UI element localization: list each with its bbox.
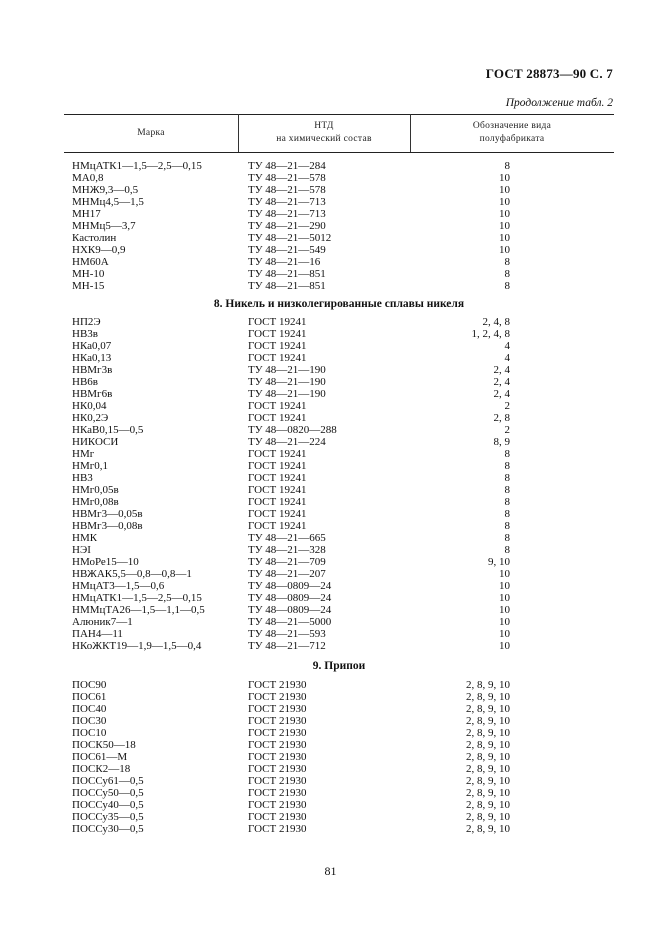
table-row: [64, 412, 614, 424]
cell-form: 2, 4: [493, 388, 510, 400]
cell-mark: ПОССу30—0,5: [72, 823, 144, 835]
cell-mark: НВМг6в: [72, 388, 113, 400]
table-row: [64, 268, 614, 280]
group1-rows: [64, 160, 614, 292]
cell-form: 2, 4: [493, 364, 510, 376]
cell-ntd: ГОСТ 21930: [248, 799, 307, 811]
cell-form: 2, 8, 9, 10: [466, 799, 510, 811]
cell-ntd: ГОСТ 19241: [248, 352, 307, 364]
cell-mark: МА0,8: [72, 172, 104, 184]
table-row: [64, 715, 614, 727]
cell-form: 4: [504, 352, 510, 364]
cell-ntd: ГОСТ 19241: [248, 484, 307, 496]
cell-mark: НМцАТК1—1,5—2,5—0,15: [72, 592, 202, 604]
cell-form: 2, 8, 9, 10: [466, 703, 510, 715]
cell-mark: МН17: [72, 208, 101, 220]
cell-form: 8: [504, 280, 510, 292]
section8-rows: [64, 316, 614, 652]
table-row: [64, 340, 614, 352]
table-row: [64, 640, 614, 652]
cell-mark: НК0,04: [72, 400, 107, 412]
cell-ntd: ТУ 48—21—593: [248, 628, 326, 640]
cell-mark: НЭI: [72, 544, 91, 556]
cell-ntd: ТУ 48—21—578: [248, 172, 326, 184]
cell-mark: НМг0,08в: [72, 496, 119, 508]
cell-ntd: ГОСТ 21930: [248, 763, 307, 775]
cell-form: 10: [499, 220, 510, 232]
cell-form: 8: [504, 532, 510, 544]
section9-rows: [64, 679, 614, 835]
cell-form: 10: [499, 208, 510, 220]
cell-ntd: ТУ 48—21—578: [248, 184, 326, 196]
cell-form: 2, 8, 9, 10: [466, 715, 510, 727]
column-header-ntd-line2: на химический состав: [276, 134, 372, 144]
cell-ntd: ТУ 48—21—190: [248, 364, 326, 376]
cell-ntd: ГОСТ 19241: [248, 316, 307, 328]
cell-mark: Алюник7—1: [72, 616, 133, 628]
cell-ntd: ТУ 48—21—190: [248, 376, 326, 388]
cell-ntd: ТУ 48—21—5000: [248, 616, 332, 628]
cell-mark: ПАН4—11: [72, 628, 123, 640]
cell-form: 2, 8, 9, 10: [466, 787, 510, 799]
cell-ntd: ТУ 48—21—290: [248, 220, 326, 232]
table-row: [64, 580, 614, 592]
cell-mark: ПОССу50—0,5: [72, 787, 144, 799]
cell-ntd: ГОСТ 19241: [248, 328, 307, 340]
cell-ntd: ГОСТ 21930: [248, 823, 307, 835]
table-row: [64, 364, 614, 376]
cell-ntd: ТУ 48—21—284: [248, 160, 326, 172]
cell-mark: ПОСК2—18: [72, 763, 131, 775]
table-row: [64, 388, 614, 400]
cell-mark: Кастолин: [72, 232, 117, 244]
cell-mark: НВМг3—0,05в: [72, 508, 143, 520]
cell-mark: ПОС10: [72, 727, 107, 739]
table-row: [64, 376, 614, 388]
cell-form: 10: [499, 232, 510, 244]
cell-ntd: ТУ 48—21—207: [248, 568, 326, 580]
cell-form: 8: [504, 448, 510, 460]
table-row: [64, 775, 614, 787]
cell-ntd: ТУ 48—21—549: [248, 244, 326, 256]
cell-ntd: ГОСТ 19241: [248, 472, 307, 484]
table-row: [64, 232, 614, 244]
cell-ntd: ГОСТ 21930: [248, 775, 307, 787]
table-row: [64, 787, 614, 799]
column-header-form-line1: Обозначение вида: [472, 121, 552, 131]
cell-form: 10: [499, 604, 510, 616]
table-row: [64, 568, 614, 580]
document-reference: ГОСТ 28873—90 С. 7: [485, 66, 613, 81]
table-header-rule: [64, 152, 614, 153]
cell-ntd: ГОСТ 21930: [248, 811, 307, 823]
table-row: [64, 448, 614, 460]
cell-mark: НМцАТ3—1,5—0,6: [72, 580, 165, 592]
cell-ntd: ГОСТ 21930: [248, 751, 307, 763]
cell-ntd: ТУ 48—0809—24: [248, 580, 332, 592]
cell-mark: ПОССу40—0,5: [72, 799, 144, 811]
cell-form: 10: [499, 640, 510, 652]
cell-mark: НВ3в: [72, 328, 98, 340]
cell-mark: МН-15: [72, 280, 105, 292]
column-header-form: [410, 120, 614, 146]
cell-mark: НКа0,07: [72, 340, 112, 352]
cell-form: 8: [504, 520, 510, 532]
table-row: [64, 436, 614, 448]
cell-ntd: ТУ 48—0809—24: [248, 592, 332, 604]
cell-ntd: ТУ 48—21—713: [248, 196, 326, 208]
cell-mark: НМг0,1: [72, 460, 108, 472]
cell-mark: НМК: [72, 532, 98, 544]
cell-ntd: ГОСТ 21930: [248, 691, 307, 703]
cell-mark: ПОС30: [72, 715, 107, 727]
cell-ntd: ГОСТ 21930: [248, 679, 307, 691]
cell-form: 2, 8: [493, 412, 510, 424]
cell-ntd: ТУ 48—21—328: [248, 544, 326, 556]
table-row: [64, 823, 614, 835]
column-header-form-line2: полуфабриката: [479, 134, 545, 144]
table-row: [64, 160, 614, 172]
cell-mark: ПОС61—М: [72, 751, 128, 763]
cell-ntd: ГОСТ 21930: [248, 727, 307, 739]
cell-ntd: ГОСТ 19241: [248, 412, 307, 424]
section9-title: 9. Припои: [312, 660, 366, 672]
table-row: [64, 220, 614, 232]
cell-form: 10: [499, 616, 510, 628]
table-continuation-label: Продолжение табл. 2: [505, 97, 613, 109]
table-row: [64, 592, 614, 604]
cell-mark: НМг0,05в: [72, 484, 119, 496]
table-row: [64, 472, 614, 484]
cell-form: 8, 9: [493, 436, 510, 448]
cell-ntd: ТУ 48—21—712: [248, 640, 326, 652]
table-row: [64, 604, 614, 616]
cell-mark: ПОС40: [72, 703, 107, 715]
cell-ntd: ГОСТ 21930: [248, 739, 307, 751]
cell-ntd: ТУ 48—21—851: [248, 268, 326, 280]
cell-mark: НВ3: [72, 472, 93, 484]
table-row: [64, 811, 614, 823]
section8-title: 8. Никель и низколегированные сплавы никеля: [213, 298, 465, 310]
cell-ntd: ТУ 48—21—851: [248, 280, 326, 292]
cell-form: 2, 4: [493, 376, 510, 388]
cell-form: 10: [499, 628, 510, 640]
table-row: [64, 556, 614, 568]
cell-ntd: ТУ 48—0820—288: [248, 424, 337, 436]
cell-form: 8: [504, 484, 510, 496]
table-row: [64, 679, 614, 691]
cell-form: 10: [499, 568, 510, 580]
column-header-ntd-line1: НТД: [314, 121, 334, 131]
cell-ntd: ГОСТ 19241: [248, 400, 307, 412]
table-top-rule: [64, 114, 614, 115]
table-row: [64, 799, 614, 811]
cell-mark: НК0,2Э: [72, 412, 109, 424]
table-row: [64, 520, 614, 532]
cell-mark: НКоЖКТ19—1,9—1,5—0,4: [72, 640, 202, 652]
cell-mark: НММцТА26—1,5—1,1—0,5: [72, 604, 205, 616]
cell-form: 2, 8, 9, 10: [466, 739, 510, 751]
cell-form: 4: [504, 340, 510, 352]
cell-form: 8: [504, 256, 510, 268]
cell-ntd: ТУ 48—21—709: [248, 556, 326, 568]
cell-form: 8: [504, 268, 510, 280]
cell-form: 2, 8, 9, 10: [466, 811, 510, 823]
cell-ntd: ТУ 48—21—16: [248, 256, 321, 268]
cell-mark: ПОССу35—0,5: [72, 811, 144, 823]
cell-form: 10: [499, 244, 510, 256]
table-row: [64, 628, 614, 640]
cell-ntd: ГОСТ 19241: [248, 496, 307, 508]
cell-mark: НМцАТК1—1,5—2,5—0,15: [72, 160, 202, 172]
cell-form: 2: [504, 400, 510, 412]
cell-form: 8: [504, 508, 510, 520]
cell-mark: НМоРе15—10: [72, 556, 139, 568]
cell-mark: НМ60А: [72, 256, 109, 268]
table-row: [64, 703, 614, 715]
table-row: [64, 496, 614, 508]
cell-mark: МН-10: [72, 268, 105, 280]
table-row: [64, 691, 614, 703]
cell-form: 1, 2, 4, 8: [471, 328, 510, 340]
cell-ntd: ТУ 48—0809—24: [248, 604, 332, 616]
cell-form: 2, 8, 9, 10: [466, 679, 510, 691]
table-row: [64, 316, 614, 328]
cell-ntd: ГОСТ 21930: [248, 703, 307, 715]
cell-ntd: ГОСТ 21930: [248, 715, 307, 727]
cell-mark: НП2Э: [72, 316, 101, 328]
table-row: [64, 508, 614, 520]
column-header-ntd: [238, 120, 410, 146]
cell-ntd: ГОСТ 19241: [248, 520, 307, 532]
cell-mark: НВМг3—0,08в: [72, 520, 143, 532]
cell-ntd: ГОСТ 21930: [248, 787, 307, 799]
cell-ntd: ГОСТ 19241: [248, 448, 307, 460]
table-row: [64, 400, 614, 412]
cell-form: 2, 8, 9, 10: [466, 823, 510, 835]
table-row: [64, 727, 614, 739]
table-row: [64, 763, 614, 775]
table-row: [64, 172, 614, 184]
page-number: 81: [324, 864, 337, 878]
cell-form: 8: [504, 460, 510, 472]
table-row: [64, 352, 614, 364]
table-row: [64, 460, 614, 472]
cell-form: 2, 8, 9, 10: [466, 691, 510, 703]
cell-ntd: ТУ 48—21—713: [248, 208, 326, 220]
cell-mark: ПОССу61—0,5: [72, 775, 144, 787]
table-row: [64, 244, 614, 256]
table-row: [64, 544, 614, 556]
cell-form: 8: [504, 544, 510, 556]
cell-form: 2, 8, 9, 10: [466, 727, 510, 739]
table-row: [64, 739, 614, 751]
table-row: [64, 184, 614, 196]
table-row: [64, 424, 614, 436]
cell-form: 10: [499, 184, 510, 196]
cell-mark: НВ6в: [72, 376, 98, 388]
cell-form: 2, 8, 9, 10: [466, 763, 510, 775]
table-row: [64, 280, 614, 292]
cell-form: 8: [504, 160, 510, 172]
cell-ntd: ТУ 48—21—5012: [248, 232, 332, 244]
cell-mark: НКа0,13: [72, 352, 112, 364]
cell-form: 10: [499, 172, 510, 184]
cell-form: 9, 10: [488, 556, 510, 568]
cell-form: 2, 8, 9, 10: [466, 751, 510, 763]
table-row: [64, 328, 614, 340]
cell-mark: НМг: [72, 448, 95, 460]
cell-mark: НИКОСИ: [72, 436, 119, 448]
table-row: [64, 196, 614, 208]
cell-form: 2: [504, 424, 510, 436]
cell-mark: ПОС61: [72, 691, 107, 703]
cell-form: 8: [504, 496, 510, 508]
cell-ntd: ТУ 48—21—190: [248, 388, 326, 400]
cell-ntd: ТУ 48—21—224: [248, 436, 326, 448]
table-row: [64, 616, 614, 628]
cell-ntd: ГОСТ 19241: [248, 460, 307, 472]
cell-form: 2, 4, 8: [482, 316, 510, 328]
cell-ntd: ГОСТ 19241: [248, 340, 307, 352]
cell-mark: НВМг3в: [72, 364, 113, 376]
cell-ntd: ТУ 48—21—665: [248, 532, 326, 544]
column-header-mark: Марка: [137, 128, 165, 138]
cell-mark: НХК9—0,9: [72, 244, 126, 256]
table-row: [64, 532, 614, 544]
cell-mark: НВЖАК5,5—0,8—0,8—1: [72, 568, 192, 580]
cell-form: 10: [499, 196, 510, 208]
table-row: [64, 751, 614, 763]
cell-mark: НКаВ0,15—0,5: [72, 424, 144, 436]
cell-form: 10: [499, 580, 510, 592]
cell-mark: МНМц5—3,7: [72, 220, 136, 232]
table-row: [64, 208, 614, 220]
cell-mark: ПОС90: [72, 679, 107, 691]
cell-form: 8: [504, 472, 510, 484]
cell-form: 10: [499, 592, 510, 604]
table-row: [64, 484, 614, 496]
cell-mark: МНМц4,5—1,5: [72, 196, 144, 208]
cell-mark: ПОСК50—18: [72, 739, 136, 751]
cell-ntd: ГОСТ 19241: [248, 508, 307, 520]
table-row: [64, 256, 614, 268]
cell-mark: МНЖ9,3—0,5: [72, 184, 139, 196]
cell-form: 2, 8, 9, 10: [466, 775, 510, 787]
